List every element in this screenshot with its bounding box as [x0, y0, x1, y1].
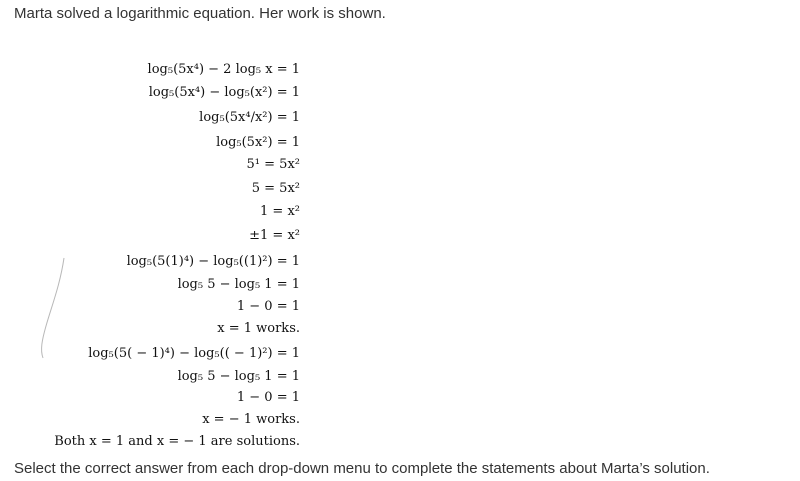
work-line-13: log₅(5( − 1)⁴) − log₅(( − 1)²) = 1 [88, 346, 300, 361]
instruction-text: Select the correct answer from each drop-down menu to complete the statements about Marta’s solution. [14, 460, 710, 477]
work-line-5: 5¹ = 5x² [246, 157, 300, 172]
work-line-15: 1 − 0 = 1 [236, 390, 300, 405]
work-line-17: Both x = 1 and x = − 1 are solutions. [54, 434, 300, 449]
work-line-9: log₅(5(1)⁴) − log₅((1)²) = 1 [126, 254, 300, 269]
work-line-12: x = 1 works. [217, 321, 300, 336]
work-line-16: x = − 1 works. [202, 412, 300, 427]
work-line-11: 1 − 0 = 1 [236, 299, 300, 314]
intro-text: Marta solved a logarithmic equation. Her work is shown. [14, 5, 386, 22]
work-line-2: log₅(5x⁴) − log₅(x²) = 1 [148, 85, 300, 100]
work-line-6: 5 = 5x² [251, 181, 300, 196]
work-line-4: log₅(5x²) = 1 [216, 135, 300, 150]
work-line-1: log₅(5x⁴) − 2 log₅ x = 1 [147, 62, 300, 77]
work-line-8: ±1 = x² [249, 228, 300, 243]
work-line-7: 1 = x² [260, 204, 300, 219]
work-line-10: log₅ 5 − log₅ 1 = 1 [177, 277, 300, 292]
work-line-3: log₅(5x⁴/x²) = 1 [199, 110, 300, 125]
work-line-14: log₅ 5 − log₅ 1 = 1 [177, 369, 300, 384]
